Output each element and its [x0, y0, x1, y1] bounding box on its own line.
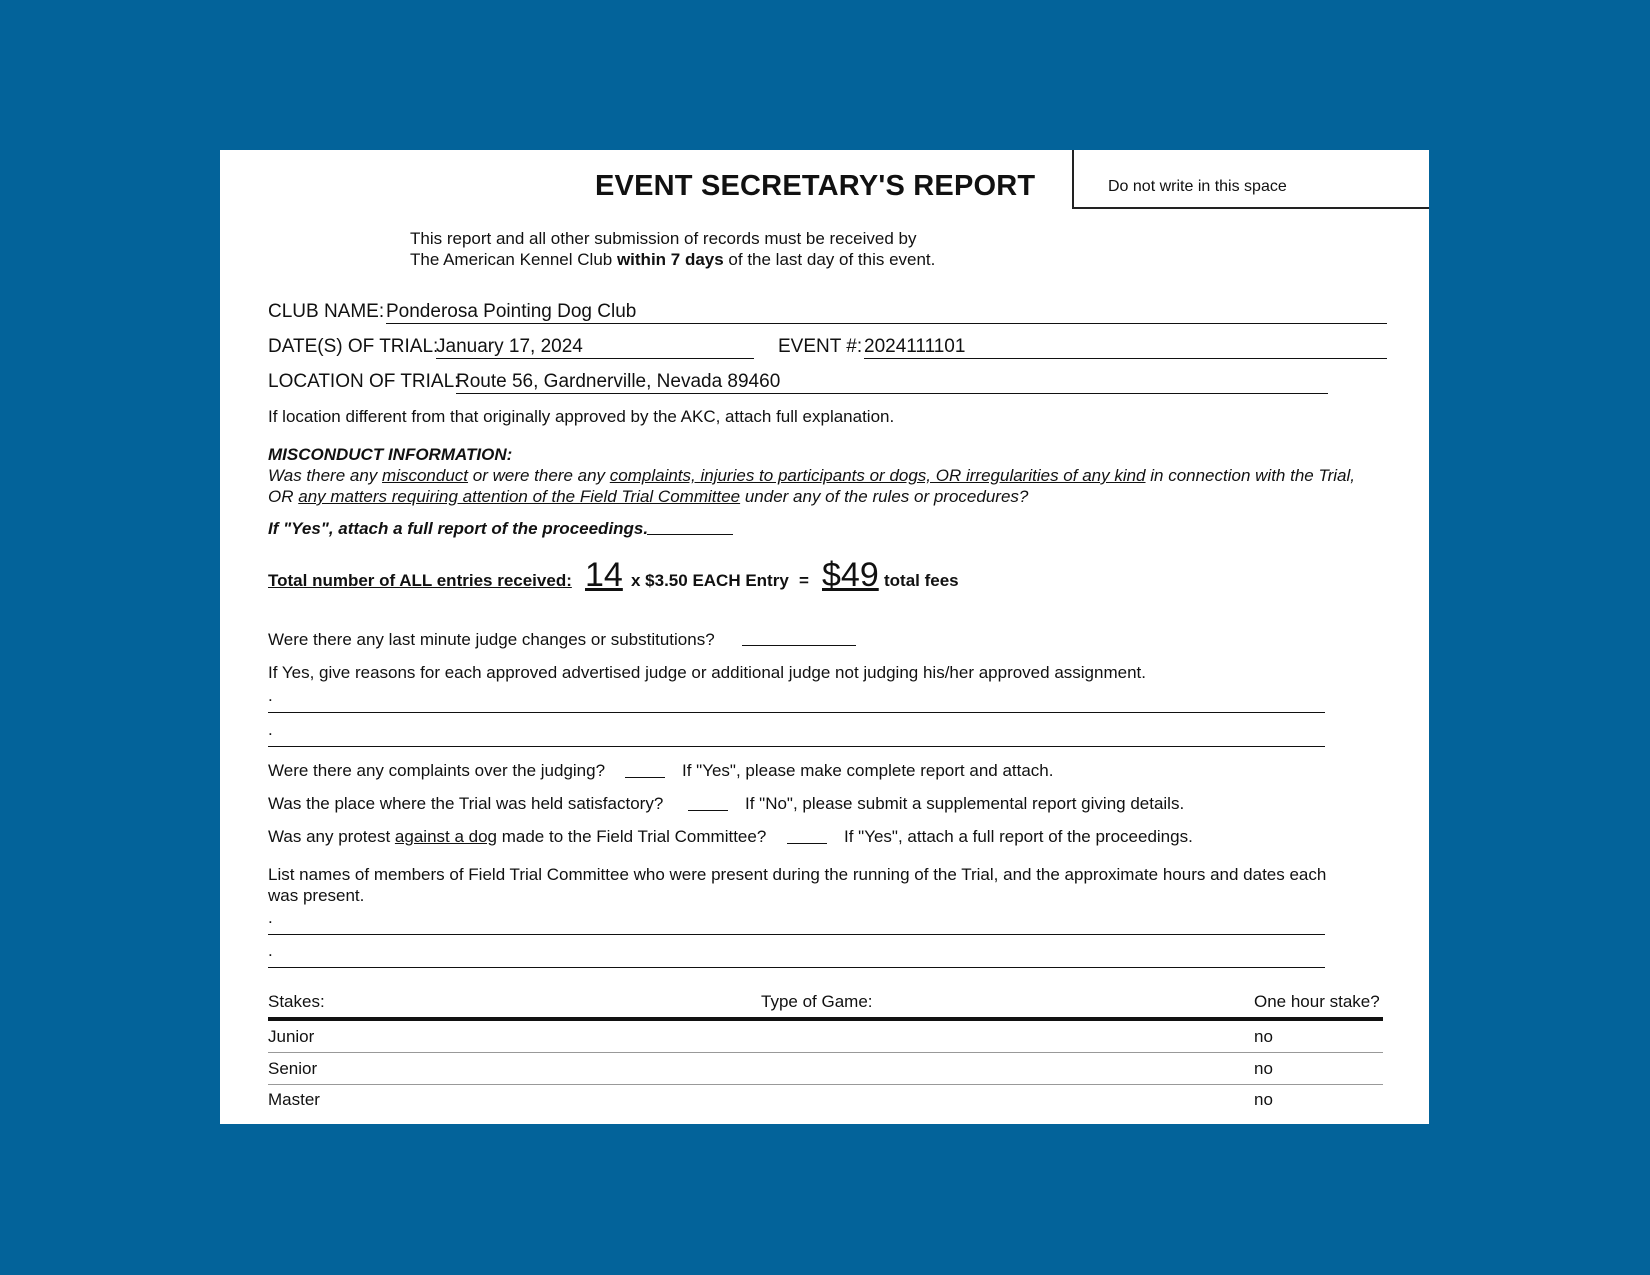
notice-line-1: This report and all other submission of records must be received by — [410, 229, 917, 248]
report-form-page — [220, 150, 1429, 1124]
game-type-column-header: Type of Game: — [761, 992, 873, 1011]
misconduct-text: in connection with the Trial, — [1145, 466, 1355, 485]
complaints-question: Were there any complaints over the judging? — [268, 761, 606, 780]
club-name-field[interactable]: Ponderosa Pointing Dog Club — [386, 300, 1387, 324]
one-hour-value: no — [1254, 1090, 1273, 1109]
misconduct-answer-blank[interactable] — [647, 534, 733, 535]
complaints-note: If "Yes", please make complete report and attach. — [682, 761, 1054, 780]
judge-reason-note: If Yes, give reasons for each approved advertised judge or additional judge not judging his/her approved assignment. — [268, 663, 1146, 682]
line-marker: . — [268, 941, 273, 960]
submission-notice — [410, 228, 935, 270]
place-answer-blank[interactable] — [688, 810, 728, 811]
stake-name: Master — [268, 1090, 320, 1109]
judge-change-question: Were there any last minute judge changes or substitutions? — [268, 630, 715, 649]
protest-term: against a dog — [394, 827, 498, 846]
entries-label: Total number of ALL entries received: — [268, 571, 572, 590]
misconduct-attach-note: If "Yes", attach a full report of the proceedings. — [268, 519, 649, 538]
entry-rate: x $3.50 EACH Entry — [631, 571, 789, 590]
one-hour-column-header: One hour stake? — [1254, 992, 1380, 1011]
committee-note-line-2: was present. — [268, 886, 365, 905]
committee-note-line-1: List names of members of Field Trial Committee who were present during the running of the Trial, and the approximate hours and dates each — [268, 865, 1327, 884]
stake-name: Senior — [268, 1059, 318, 1078]
location-label: LOCATION OF TRIAL: — [268, 371, 460, 392]
committee-matters-term: any matters requiring attention of the Field Trial Committee — [298, 487, 741, 506]
judge-reason-line-1[interactable] — [268, 712, 1325, 713]
notice-text: The American Kennel Club — [410, 250, 617, 269]
judge-reason-line-2[interactable] — [268, 746, 1325, 747]
stake-name: Junior — [268, 1027, 315, 1046]
trial-dates-field[interactable]: January 17, 2024 — [436, 335, 754, 359]
entries-count: 14 — [585, 556, 623, 594]
place-note: If "No", please submit a supplemental report giving details. — [745, 794, 1185, 813]
event-number-field[interactable]: 2024111101 — [864, 335, 1387, 359]
one-hour-value: no — [1254, 1059, 1273, 1078]
trial-dates-label: DATE(S) OF TRIAL: — [268, 336, 439, 357]
protest-text: Was any protest — [268, 827, 395, 846]
misconduct-text: or were there any — [468, 466, 610, 485]
misconduct-term: misconduct — [382, 466, 469, 485]
line-marker: . — [268, 720, 273, 739]
notice-text-end: of the last day of this event. — [723, 250, 936, 269]
misconduct-question-line-2 — [268, 486, 1028, 507]
equals-sign: = — [799, 571, 809, 590]
line-marker: . — [268, 908, 273, 927]
event-number-label: EVENT #: — [778, 336, 863, 357]
protest-text: made to the Field Trial Committee? — [497, 827, 767, 846]
office-use-box — [1072, 150, 1429, 209]
one-hour-value: no — [1254, 1027, 1273, 1046]
notice-deadline: within 7 days — [616, 250, 724, 269]
location-note: If location different from that originally approved by the AKC, attach full explanation. — [268, 407, 895, 426]
notice-line-2 — [410, 249, 935, 270]
committee-line-1[interactable] — [268, 934, 1325, 935]
place-satisfactory-question: Was the place where the Trial was held satisfactory? — [268, 794, 664, 813]
table-row — [268, 1053, 1383, 1085]
location-field[interactable]: Route 56, Gardnerville, Nevada 89460 — [456, 370, 1328, 394]
misconduct-text: Was there any — [268, 466, 383, 485]
office-use-label: Do not write in this space — [1108, 178, 1287, 195]
complaints-term: complaints, injuries to participants or dogs, OR irregularities of any kind — [609, 466, 1146, 485]
misconduct-heading: MISCONDUCT INFORMATION: — [268, 445, 513, 464]
misconduct-text: under any of the rules or procedures? — [740, 487, 1029, 506]
total-fees-label: total fees — [884, 571, 959, 590]
total-fees-amount: $49 — [822, 556, 879, 594]
committee-line-2[interactable] — [268, 967, 1325, 968]
club-name-label: CLUB NAME: — [268, 301, 385, 322]
protest-note: If "Yes", attach a full report of the proceedings. — [844, 827, 1193, 846]
protest-question — [268, 826, 766, 847]
page-title: EVENT SECRETARY'S REPORT — [595, 170, 1036, 202]
line-marker: . — [268, 686, 273, 705]
table-row — [268, 1084, 1383, 1115]
misconduct-text: OR — [268, 487, 299, 506]
misconduct-question-line-1 — [268, 465, 1355, 486]
protest-answer-blank[interactable] — [787, 843, 827, 844]
judge-change-answer-blank[interactable] — [742, 645, 856, 646]
table-row — [268, 1021, 1383, 1053]
complaints-answer-blank[interactable] — [625, 777, 665, 778]
stakes-column-header: Stakes: — [268, 992, 325, 1011]
